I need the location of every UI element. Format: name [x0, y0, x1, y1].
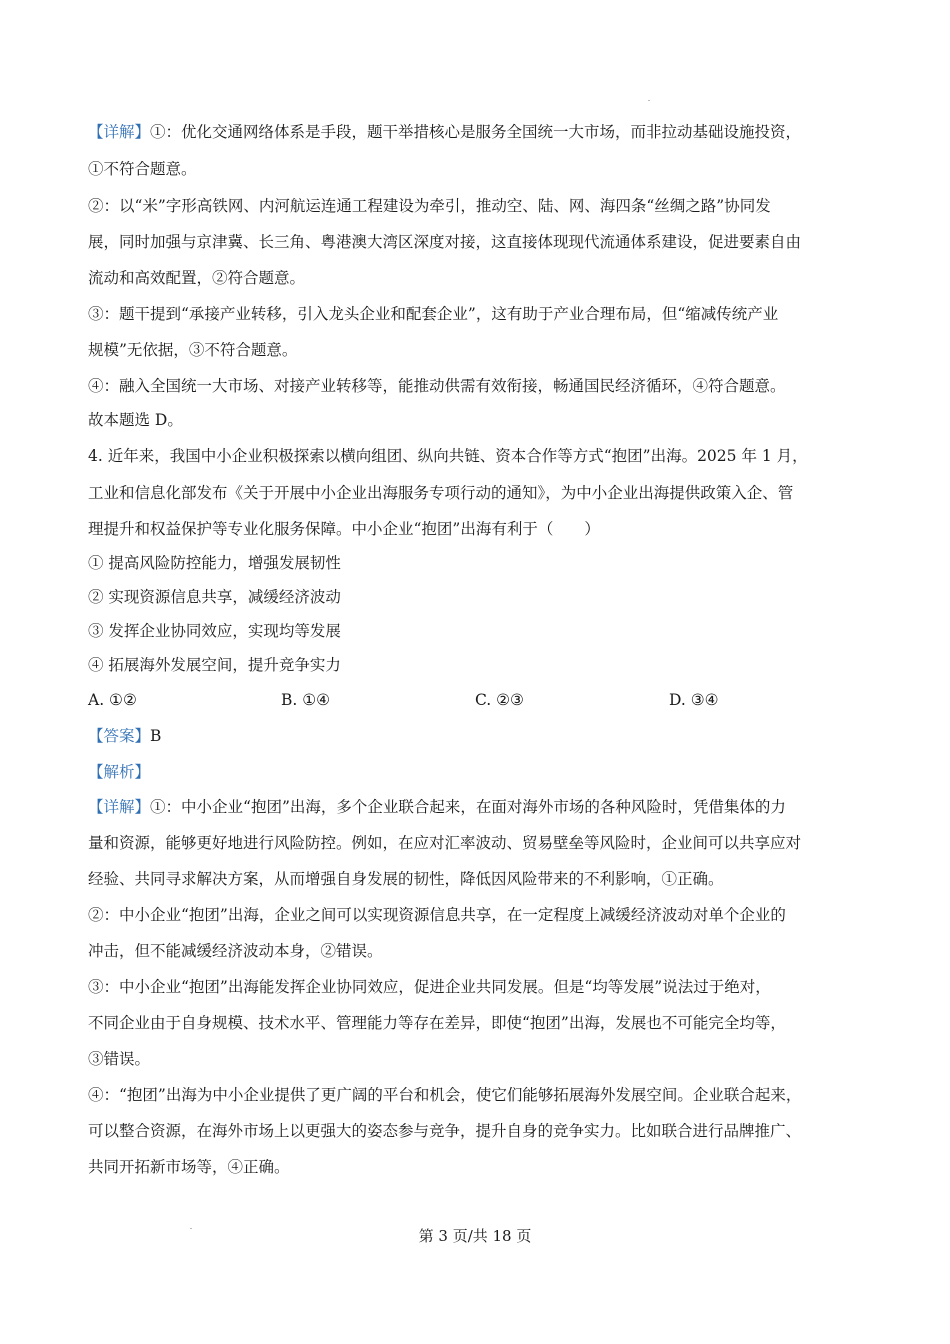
analysis-paragraph-line: 共同开拓新市场等，④正确。	[88, 1158, 290, 1176]
option-c: C. ②③	[475, 691, 524, 709]
option-a: A. ①②	[88, 691, 137, 709]
option-b: B. ①④	[281, 691, 331, 709]
analysis-paragraph-line: 冲击，但不能减缓经济波动本身，②错误。	[88, 942, 383, 960]
question-stem-line: 理提升和权益保护等专业化服务保障。中小企业“抱团”出海有利于（ ）	[88, 520, 600, 538]
detail-tag: 【详解】	[88, 123, 151, 141]
analysis-paragraph-line: 可以整合资源，在海外市场上以更强大的姿态参与竞争，提升自身的竞争实力。比如联合进行品牌推广、	[88, 1122, 802, 1140]
question-stem-line: 工业和信息化部发布《关于开展中小企业出海服务专项行动的通知》，为中小企业出海提供政策入企、管	[88, 484, 794, 502]
analysis-paragraph-line: 量和资源，能够更好地进行风险防控。例如，在应对汇率波动、贸易壁垒等风险时，企业间可以共享应对	[88, 834, 802, 852]
statement-item: ② 实现资源信息共享，减缓经济波动	[88, 588, 341, 606]
detail-paragraph-line: 【详解】①：优化交通网络体系是手段，题干举措核心是服务全国统一大市场，而非拉动基础设施投资，	[88, 123, 802, 141]
page-footer: 第 3 页/共 18 页	[418, 1227, 532, 1245]
analysis-paragraph-line: 【详解】①：中小企业“抱团”出海，多个企业联合起来，在面对海外市场的各种风险时，凭借集体的力	[88, 798, 786, 816]
detail-paragraph-line: ①不符合题意。	[88, 160, 197, 178]
analysis-paragraph-line: ③：中小企业“抱团”出海能发挥企业协同效应，促进企业共同发展。但是“均等发展”说法过于绝对，	[88, 978, 771, 996]
detail-paragraph-line: ③：题干提到“承接产业转移，引入龙头企业和配套企业”，这有助于产业合理布局，但“缩减传统产业	[88, 305, 779, 323]
answer-tag: 【答案】	[88, 727, 151, 745]
detail-paragraph-line: ④：融入全国统一大市场、对接产业转移等，能推动供需有效衔接，畅通国民经济循环，④符合题意。	[88, 377, 786, 395]
detail-paragraph-line: ②：以“米”字形高铁网、内河航运连通工程建设为牵引，推动空、陆、网、海四条“丝绸之路”协同发	[88, 197, 771, 215]
analysis-paragraph-line: ③错误。	[88, 1050, 151, 1068]
option-d: D. ③④	[669, 691, 719, 709]
analysis-paragraph-line: 不同企业由于自身规模、技术水平、管理能力等存在差异，即使“抱团”出海，发展也不可能完全均等，	[88, 1014, 786, 1032]
detail-tag: 【详解】	[88, 798, 151, 816]
answer-value: B	[150, 727, 162, 745]
statement-item: ① 提高风险防控能力，增强发展韧性	[88, 554, 341, 572]
conclusion-line: 故本题选 D。	[88, 411, 183, 429]
answer-line	[88, 726, 878, 746]
detail-paragraph-line: 流动和高效配置，②符合题意。	[88, 269, 306, 287]
statement-item: ④ 拓展海外发展空间，提升竞争实力	[88, 656, 341, 674]
analysis-heading: 【解析】	[88, 763, 151, 781]
statement-item: ③ 发挥企业协同效应，实现均等发展	[88, 622, 341, 640]
analysis-paragraph-line: 经验、共同寻求解决方案，从而增强自身发展的韧性，降低因风险带来的不利影响，①正确。	[88, 870, 724, 888]
analysis-paragraph-line: ②：中小企业“抱团”出海，企业之间可以实现资源信息共享，在一定程度上减缓经济波动对单个企业的	[88, 906, 786, 924]
scan-dot	[648, 100, 650, 101]
detail-paragraph-line: 规模”无依据，③不符合题意。	[88, 341, 298, 359]
question-stem-line: 4. 近年来，我国中小企业积极探索以横向组团、纵向共链、资本合作等方式“抱团”出海。2025 年 1 月，	[88, 447, 808, 465]
detail-paragraph-line: 展，同时加强与京津冀、长三角、粤港澳大湾区深度对接，这直接体现现代流通体系建设，促进要素自由	[88, 233, 802, 251]
analysis-paragraph-line: ④：“抱团”出海为中小企业提供了更广阔的平台和机会，使它们能够拓展海外发展空间。企业联合起来，	[88, 1086, 802, 1104]
document-page	[88, 0, 878, 1344]
